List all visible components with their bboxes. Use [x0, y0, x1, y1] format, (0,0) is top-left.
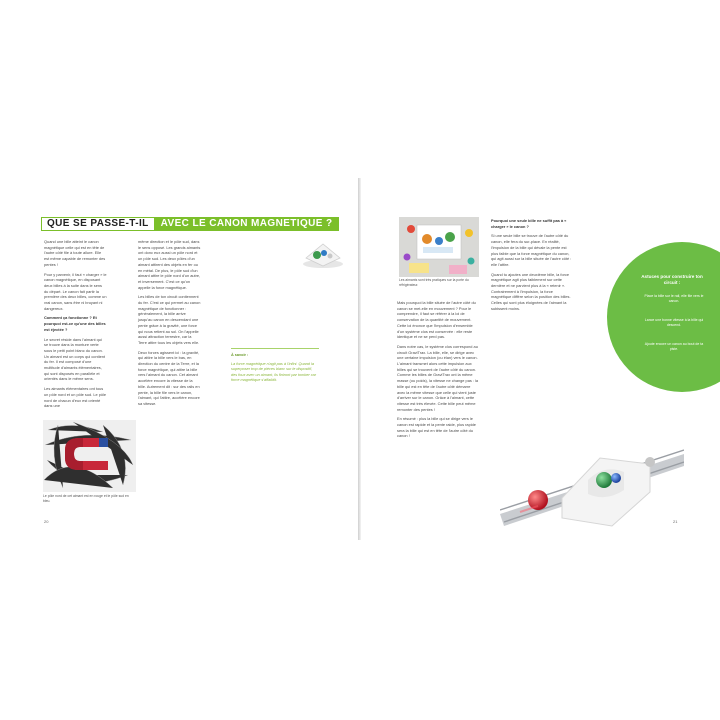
subheading: Pourquoi une seule bille ne suffit pas à « charger » le canon ?	[491, 218, 567, 229]
paragraph: même direction et le pôle sud, dans le sens opposé. Les grands aimants ont donc eux aussi un pôle nord et un pôle sud. Les deux pôles d'un aimant attirent des objets en fer ou en métal. De plus, le pôle sud d'un aimant attire le pôle nord d'un autre, et inversement. C'est ce qu'on appelle la force magnétique.	[138, 239, 201, 290]
right-column-1	[397, 300, 479, 443]
tip-item: Ajoute encore un canon au bout de ta piste.	[644, 342, 704, 351]
left-column-1	[44, 239, 107, 413]
magnetic-cannon-image	[300, 236, 346, 270]
subheading: Comment ça fonctionne ? Et pourquoi est-ce qu'une des billes est éjectée ?	[44, 315, 106, 332]
magnet-caption: Le pôle nord de cet aimant est en rouge et le pôle sud en bleu.	[43, 494, 129, 503]
paragraph: Pour y parvenir, il faut « charger » le canon magnétique, en disposant deux billes à la suite dans le sens du départ. Le canon fait partir la première des deux billes, comme un vrai canon, sans être ni bruyant ni dangereux.	[44, 271, 107, 311]
page-number-left: 20	[44, 519, 49, 524]
book-gutter	[358, 178, 361, 540]
aside-label: À savoir :	[231, 353, 249, 357]
tip-item: Place la bille sur le rail, elle file vers le canon.	[644, 294, 704, 303]
aside-text: La force magnétique n'agit pas à l'infini. Quand la superposer trop de pièces blanc sur le dispositif, des foux avec un aimant, ils finiront par tomber car force magnétique s'affaiblit.	[231, 361, 317, 383]
paragraph: Si une seule bille se trouve de l'autre côté du canon, elle fera du sur-place. En réalité, l'impulsion de la bille qui dévale la pente est plus faible que la force magnétique du canon, qui agit aussi sur la bille située de l'autre côté : elle l'attire.	[491, 233, 572, 267]
paragraph: Les aimants élémentaires ont tous un pôle nord et un pôle sud. Le pôle nord de chacun d'eux est orienté dans une	[44, 386, 107, 409]
page-number-right: 21	[673, 519, 678, 524]
paragraph: Le secret réside dans l'aimant qui se trouve dans la monture verte sous le petit point blanc du canon. Un aimant est un corps qui contient du fer. Il est composé d'une multitude d'aimants élémentaires, qui sont disposés en parallèle et orientés dans le même sens.	[44, 336, 105, 382]
tips-title: Astuces pour construire ton circuit :	[641, 274, 703, 285]
paragraph: Deux forces agissent ici : la gravité, qui attire la bille vers le bas, en direction du centre de la Terre, et la force magnétique, qui attire la bille vers l'aimant du canon. Cet aimant accélère encore la vitesse de la bille. Autrement dit : sur des rails en pente, la bille file vers le canon, l'aimant, qui l'attire, accélère encore sa vitesse.	[138, 349, 200, 406]
paragraph: En résumé : plus la bille qui se dirige vers le canon est rapide et la pente raide, plus rapide sera la bille qui est en tête de l'autre côté du canon !	[397, 416, 476, 439]
aside-box	[231, 348, 319, 384]
left-column-2	[138, 239, 201, 411]
paragraph: Les billes de ton circuit contiennent du fer. C'est ce qui permet au canon magnétique de fonctionner : généralement, la bille arrive jusqu'au canon en descendant une pente grâce à la gravité, une force qui nous retient au sol. On l'appelle aussi attraction terrestre, car la Terre attire tous les objets vers elle.	[138, 294, 201, 345]
right-column-2	[491, 218, 573, 316]
paragraph: Dans notre cas, le système clos correspond au circuit GraviTrax. La bille, elle, se dirige avec une certaine impulsion (ou élan) vers le canon. L'aimant transmet alors cette impulsion aux billes qui se trouvent de l'autre côté du canon. Comme les billes de GraviTrax ont la même masse (ou poids), la vitesse ne change pas : la bille qui est en tête de l'autre côté démarre avec la même vitesse que celle qui vient juste d'arriver sur le canon. Grâce à l'aimant, cette vitesse est très élevée. Cette bille peut même remonter des pentes !	[397, 343, 479, 412]
fridge-caption: Les aimants sont très pratiques sur la porte du réfrigérateur.	[399, 278, 469, 287]
title-part-2: AVEC LE CANON MAGNETIQUE ?	[155, 217, 339, 231]
fridge-photo	[399, 217, 479, 277]
paragraph: Mais pourquoi la bille située de l'autre côté du canon se met-elle en mouvement ? Pour le comprendre, il faut se référer à la loi de conservation de la quantité de mouvement. Cette loi énonce que l'impulsion d'ensemble d'un système clos est conservée : elle reste identique et ne se perd pas.	[397, 300, 476, 340]
marble-track-illustration	[500, 418, 684, 534]
paragraph: Quand une bille atteint le canon magnétique celle qui est en tête de l'autre côté file à toute allure. Elle est même capable de remonter des pentes !	[44, 239, 106, 267]
page-title	[41, 217, 339, 231]
horseshoe-magnet-photo	[43, 420, 136, 492]
title-part-1: QUE SE PASSE-T-IL	[41, 217, 155, 231]
tip-item: Lance une bonne vitesse à la bille qui descend.	[644, 318, 704, 327]
paragraph: Quand tu ajoutes une deuxième bille, la force magnétique agit plus faiblement sur cette dernière et ne parvient plus à la « retenir ». Contrairement à l'impulsion, la force magnétique diffère selon la position des billes. Celles qui sont plus éloignées de l'aimant la subissent moins.	[491, 271, 571, 311]
